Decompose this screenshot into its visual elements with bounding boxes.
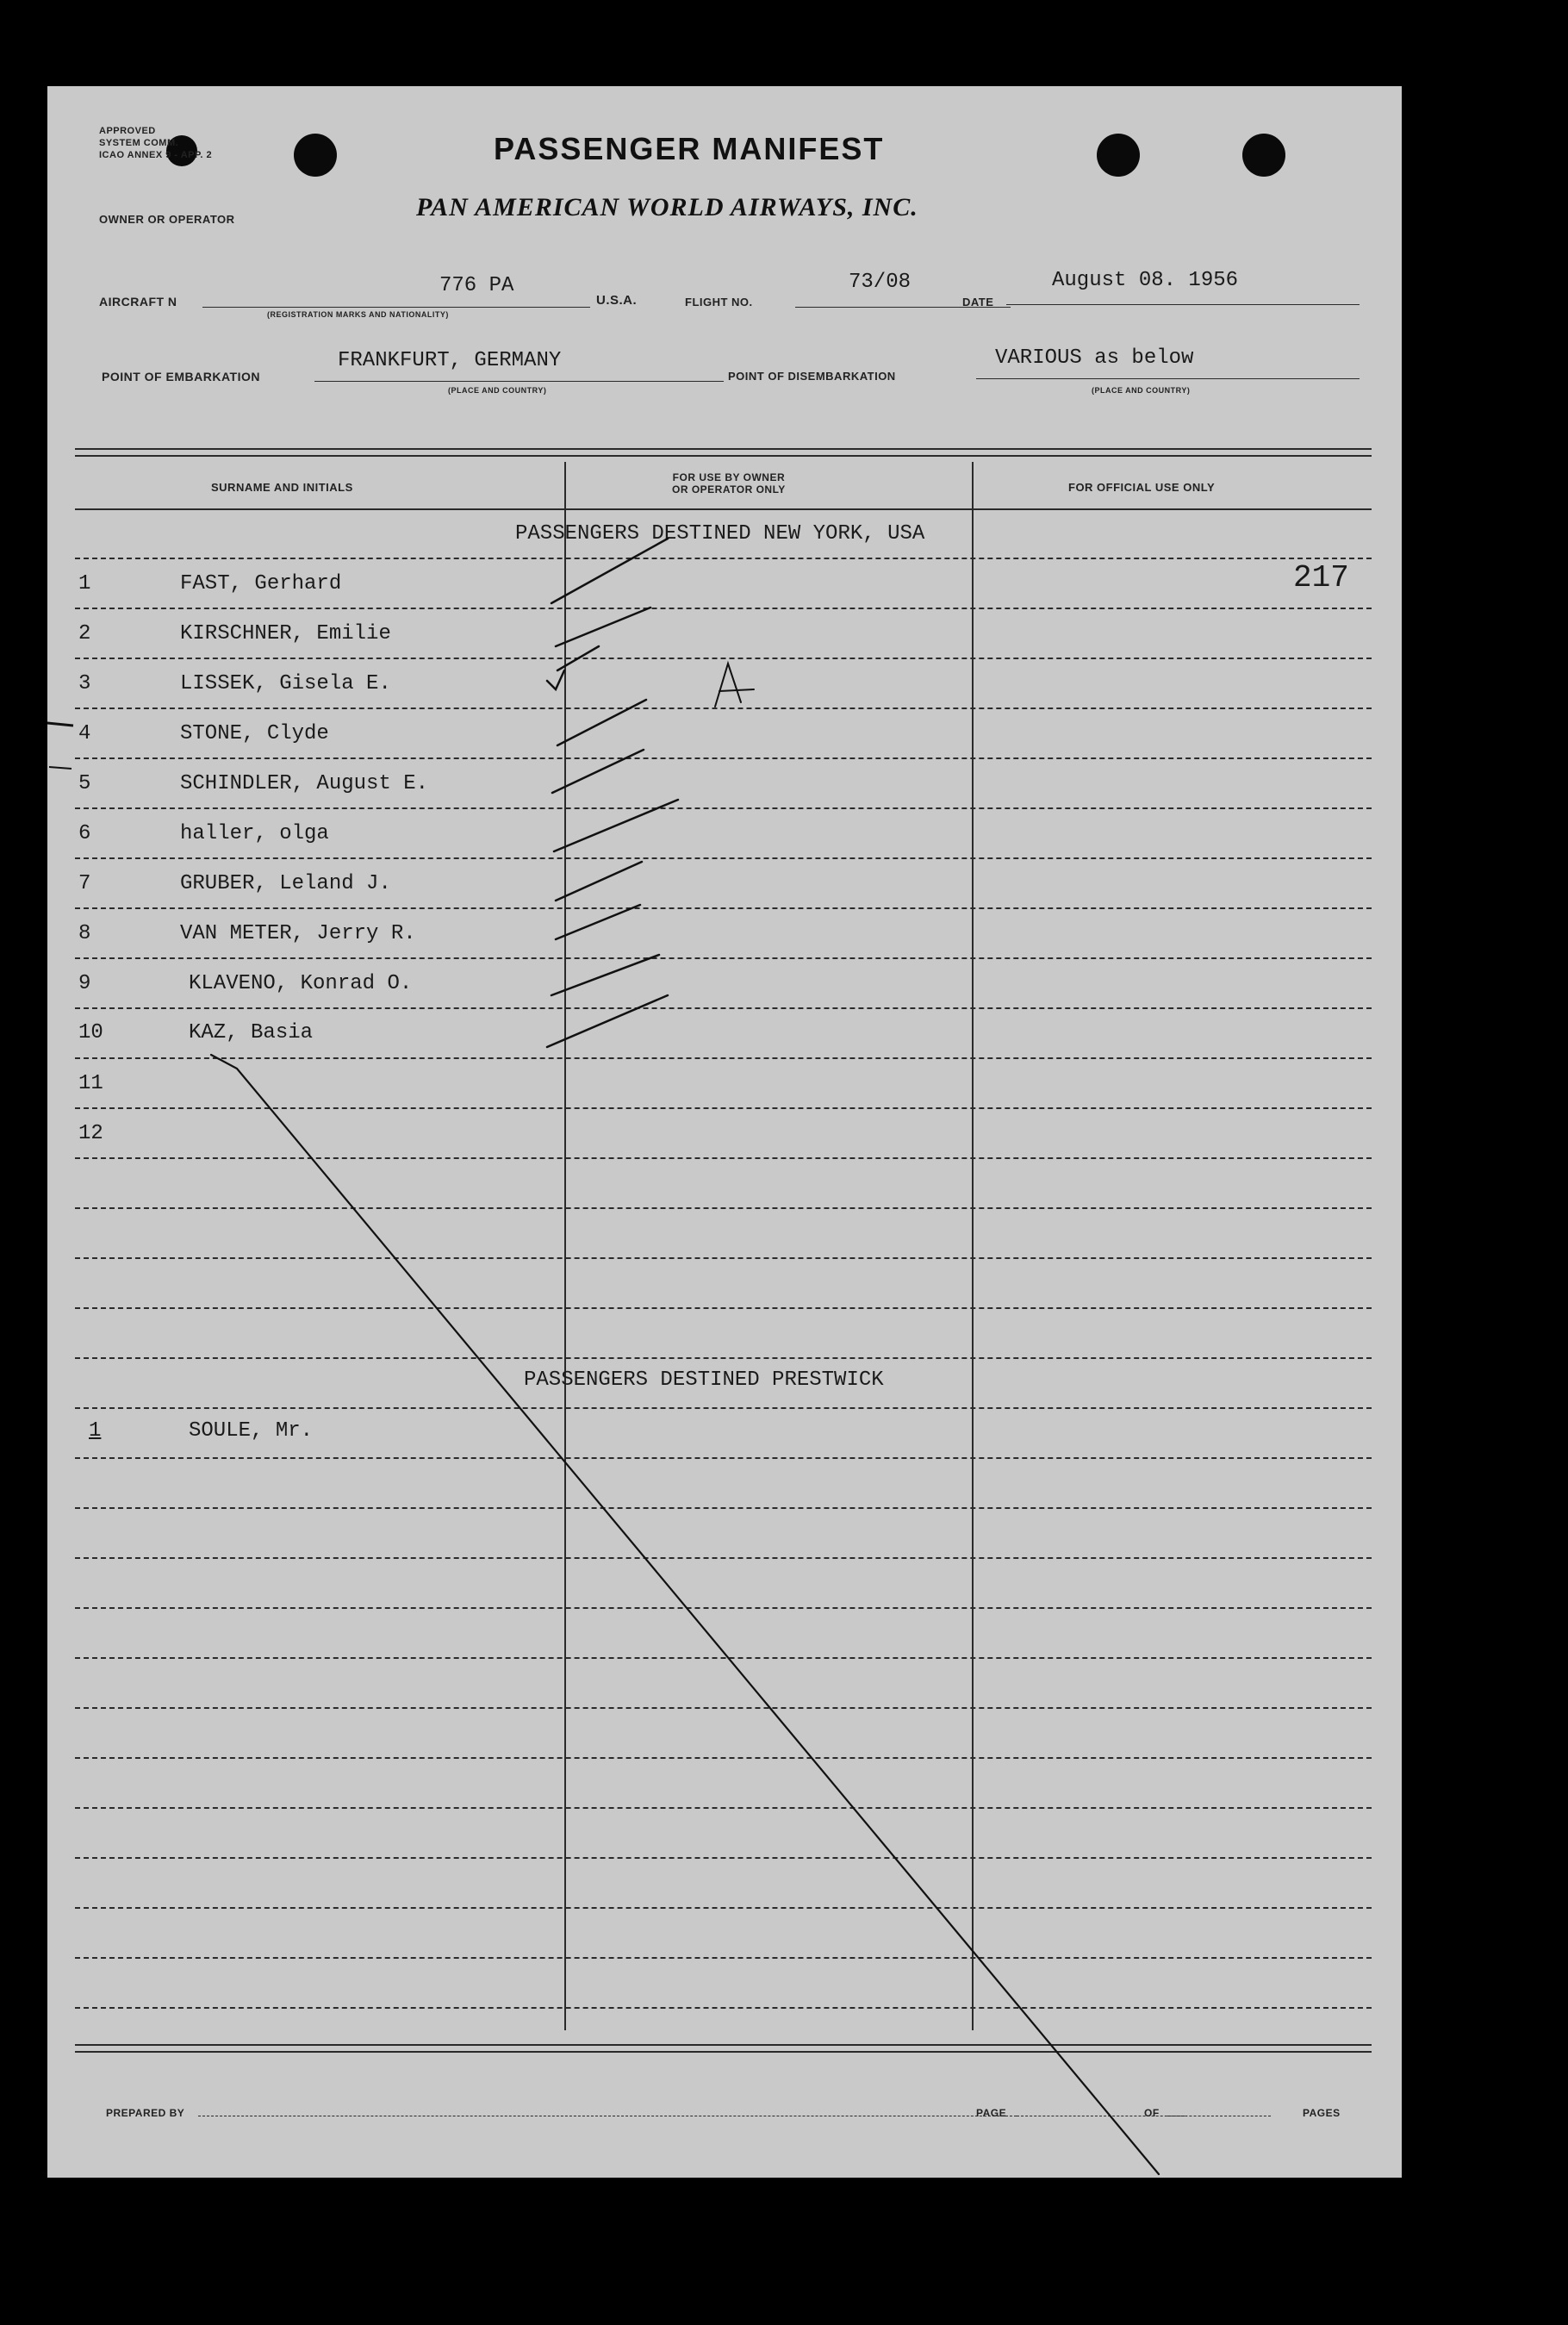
- check-mark: [547, 670, 564, 689]
- check-mark: [557, 700, 646, 745]
- of-label: OF: [1144, 2107, 1160, 2119]
- passenger-number: 4: [78, 722, 91, 745]
- date-value: August 08. 1956: [1052, 269, 1239, 292]
- passenger-number: 9: [78, 972, 91, 995]
- passenger-name: LISSEK, Gisela E.: [180, 672, 391, 695]
- check-marks: [547, 539, 678, 1047]
- aircraft-label: AIRCRAFT N: [99, 295, 177, 309]
- aircraft-value: 776 PA: [439, 274, 514, 297]
- passenger-name: STONE, Clyde: [180, 722, 329, 745]
- passenger-number: 3: [78, 672, 91, 695]
- passenger-number: 10: [78, 1021, 103, 1044]
- check-mark: [557, 646, 599, 670]
- cancellation-line: [211, 1055, 1159, 2174]
- date-label: DATE: [962, 296, 994, 309]
- flight-label: FLIGHT NO.: [685, 296, 753, 309]
- disembark-label: POINT OF DISEMBARKATION: [728, 370, 896, 383]
- handwritten-marks: [47, 86, 1402, 2178]
- column-header-surname: SURNAME AND INITIALS: [211, 481, 353, 494]
- company-name: PAN AMERICAN WORLD AIRWAYS, INC.: [416, 193, 918, 221]
- passenger-name: KAZ, Basia: [189, 1021, 314, 1044]
- passenger-number: 11: [78, 1072, 103, 1095]
- approval-line: APPROVED: [99, 126, 156, 136]
- passenger-number: 7: [78, 872, 91, 895]
- passenger-number: 5: [78, 772, 91, 795]
- passenger-name: SCHINDLER, August E.: [180, 772, 429, 795]
- passenger-number: 1: [89, 1419, 102, 1443]
- aircraft-caption: (REGISTRATION MARKS AND NATIONALITY): [267, 310, 449, 319]
- check-mark: [551, 955, 659, 995]
- passenger-name: SOULE, Mr.: [189, 1419, 314, 1443]
- passenger-number: 12: [78, 1122, 103, 1145]
- usa-label: U.S.A.: [596, 293, 638, 308]
- check-mark: [547, 995, 668, 1047]
- page-title: PASSENGER MANIFEST: [494, 131, 885, 166]
- column-header-owner-line: FOR USE BY OWNER: [672, 471, 786, 483]
- pages-label: PAGES: [1303, 2107, 1341, 2119]
- embark-caption: (PLACE AND COUNTRY): [448, 386, 547, 395]
- check-mark: [556, 608, 650, 646]
- flight-value: 73/08: [849, 271, 912, 294]
- owner-label: OWNER OR OPERATOR: [99, 213, 235, 226]
- passenger-name: haller, olga: [180, 822, 329, 845]
- passenger-name: KLAVENO, Konrad O.: [189, 972, 413, 995]
- passenger-number: 1: [78, 572, 91, 595]
- disembark-value: VARIOUS as below: [995, 346, 1194, 370]
- passenger-number: 2: [78, 622, 91, 645]
- column-header-owner-line: OR OPERATOR ONLY: [672, 483, 786, 496]
- embark-label: POINT OF EMBARKATION: [102, 370, 260, 383]
- section-heading-prestwick: PASSENGERS DESTINED PRESTWICK: [524, 1368, 884, 1392]
- check-mark: [554, 800, 678, 851]
- approval-line: SYSTEM COMM.: [99, 138, 179, 148]
- margin-mark: [49, 767, 72, 769]
- prepared-by-label: PREPARED BY: [106, 2107, 185, 2119]
- passenger-number: 6: [78, 822, 91, 845]
- disembark-caption: (PLACE AND COUNTRY): [1092, 386, 1191, 395]
- official-note: 217: [1293, 560, 1349, 595]
- manifest-sheet: [47, 86, 1402, 2178]
- embark-value: FRANKFURT, GERMANY: [338, 349, 562, 372]
- passenger-name: GRUBER, Leland J.: [180, 872, 391, 895]
- check-mark: [552, 750, 644, 793]
- approval-line: ICAO ANNEX 9 - APP. 2: [99, 150, 213, 160]
- check-mark: [551, 539, 668, 603]
- check-mark: [556, 862, 642, 901]
- check-mark: [556, 905, 640, 939]
- passenger-name: VAN METER, Jerry R.: [180, 922, 416, 945]
- passenger-name: FAST, Gerhard: [180, 572, 342, 595]
- column-header-official: FOR OFFICIAL USE ONLY: [1068, 481, 1216, 494]
- page-label: PAGE: [976, 2107, 1007, 2119]
- margin-mark: [47, 722, 73, 726]
- passenger-name: KIRSCHNER, Emilie: [180, 622, 391, 645]
- passenger-number: 8: [78, 922, 91, 945]
- section-heading-ny: PASSENGERS DESTINED NEW YORK, USA: [515, 522, 925, 545]
- letter-a-mark: [715, 664, 754, 707]
